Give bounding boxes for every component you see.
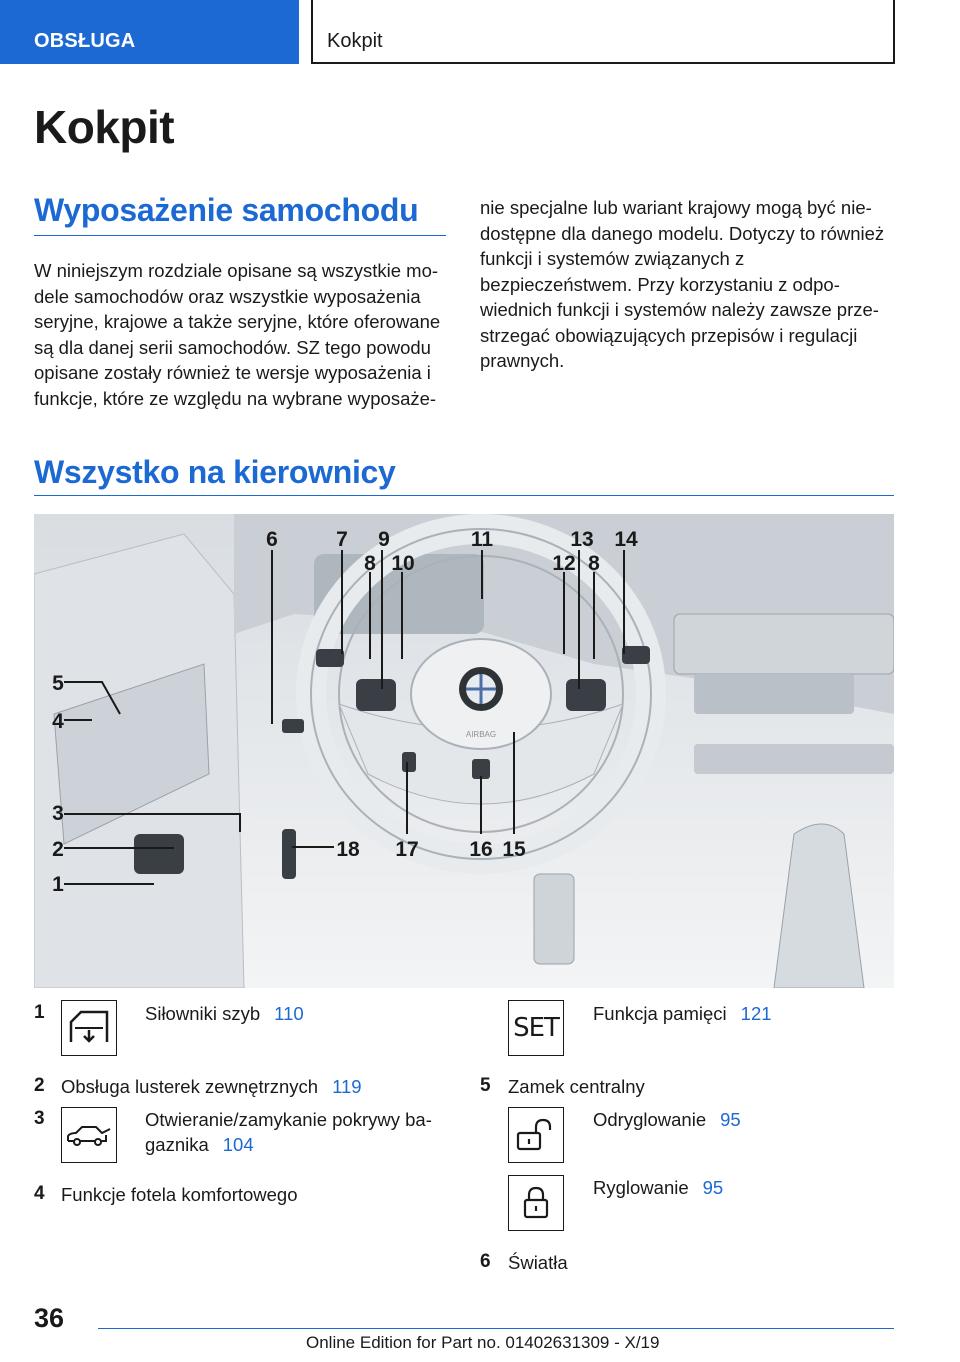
item-locking: Ryglowanie 95 [593,1177,724,1198]
equipment-paragraph-right: nie specjalne lub wariant krajowy mogą być niedostępne dla danego modelu. Dotyczy to również funkcji i systemów związanych z bezpieczeństwem. Przy korzystaniu z odpowiednich funkcji i systemów należy zawsze przestrzegać obowiązujących przepisów i regulacji prawnych. [480,197,885,371]
callout-2: 2 [52,838,64,861]
item-number-3: 3 [34,1108,45,1129]
callout-6: 6 [266,528,278,551]
callout-11: 11 [470,528,494,551]
chapter-header: Kokpit [311,0,895,64]
item-number-1: 1 [34,1002,45,1023]
callout-3: 3 [52,802,64,825]
callout-17: 17 [395,838,419,861]
callout-15: 15 [502,838,526,861]
item-number-2: 2 [34,1075,45,1096]
airbag-label: AIRBAG [465,730,497,739]
page-number: 36 [34,1303,65,1333]
callout-4: 4 [52,710,64,733]
callout-18: 18 [336,838,360,861]
item-trunk-lid: Otwieranie/zamykanie pokrywy bagaznika 104 [145,1109,432,1155]
page-ref-119[interactable]: 119 [332,1076,362,1097]
trunk-lid-icon [61,1107,117,1163]
page-ref-95-unlock[interactable]: 95 [720,1109,741,1130]
item-number-5: 5 [480,1075,491,1096]
cockpit-illustration [34,514,894,988]
section-title-steering: Wszystko na kierownicy [34,454,894,496]
callout-5: 5 [52,672,64,695]
section-title-equipment: Wyposażenie samochodu [34,192,446,236]
item-lights: Światła [508,1252,568,1273]
footer-edition: Online Edition for Part no. 01402631309 - X/19 [306,1333,660,1352]
callout-14: 14 [614,528,638,551]
page-ref-110[interactable]: 110 [274,1003,304,1024]
equipment-paragraph-left: W niniejszym rozdziale opisane są wszystkie modele samochodów oraz wszystkie wyposażenia seryjne, krajowe a także seryjne, które oferowane są dla danej serii samochodów. SZ tego powodu opisane zostały również te wersje wyposażenia i funkcje, które ze względu na wybrane wyposaże- [34,260,441,409]
callout-7: 7 [336,528,348,551]
page-ref-121[interactable]: 121 [740,1003,772,1024]
callout-13: 13 [570,528,594,551]
item-unlocking: Odryglowanie 95 [593,1109,741,1130]
page-title: Kokpit [34,101,175,153]
item-window-lifters: Siłowniki szyb 110 [145,1003,304,1024]
window-lift-icon [61,1000,117,1056]
footer-divider [98,1328,894,1329]
callout-12: 12 [552,552,576,575]
item-number-4: 4 [34,1183,45,1204]
item-memory-function: Funkcja pamięci 121 [593,1003,772,1024]
item-comfort-seat: Funkcje fotela komfortowego [61,1184,298,1205]
callout-10: 10 [391,552,415,575]
callout-9: 9 [378,528,390,551]
lock-icon [508,1175,564,1231]
item-mirrors: Obsługa lusterek zewnętrznych 119 [61,1076,362,1097]
callout-8-right: 8 [588,552,600,575]
callout-16: 16 [469,838,493,861]
set-memory-icon: SET [508,1000,564,1056]
unlock-icon [508,1107,564,1163]
page-ref-95-lock[interactable]: 95 [702,1177,724,1198]
callout-8-left: 8 [364,552,376,575]
item-central-locking: Zamek centralny [508,1076,645,1097]
item-number-6: 6 [480,1251,491,1272]
section-tab: OBSŁUGA [0,0,299,64]
callout-1: 1 [52,873,64,896]
page-ref-104[interactable]: 104 [222,1134,254,1155]
